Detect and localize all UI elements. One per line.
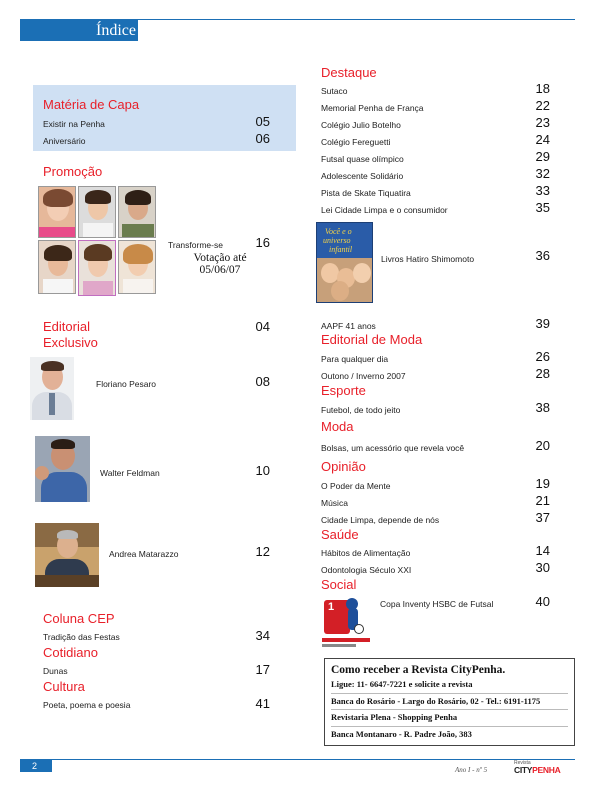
section-title-esporte: Esporte (321, 383, 366, 398)
toc-item-label[interactable]: Livros Hatiro Shimomoto (381, 254, 475, 264)
section-title-opiniao: Opinião (321, 459, 366, 474)
voting-caption-line2: 05/06/07 (199, 264, 241, 276)
toc-item-page: 36 (535, 248, 550, 263)
toc-item-label[interactable]: Transforme-se (168, 240, 223, 250)
info-title: Como receber a Revista CityPenha. (331, 664, 506, 676)
toc-item-page: 21 (535, 493, 550, 508)
andrea-photo (35, 523, 99, 587)
section-title-promocao: Promoção (43, 164, 103, 179)
info-line: Revistaria Plena - Shopping Penha (331, 712, 458, 722)
toc-item-page: 22 (535, 98, 550, 113)
toc-item-label[interactable]: Colégio Julio Botelho (321, 120, 401, 130)
book-cover-title-2: universo (323, 236, 351, 245)
section-title-editorial-de-moda: Editorial de Moda (321, 332, 423, 347)
section-title-editorial: Editorial (43, 319, 90, 334)
book-cover-title-1: Você e o (325, 227, 352, 236)
toc-item-page: 16 (255, 235, 270, 250)
promo-photo (118, 186, 156, 238)
toc-item-label[interactable]: Lei Cidade Limpa e o consumidor (321, 205, 448, 215)
toc-item-page: 40 (535, 594, 550, 609)
info-line: Banca Montanaro - R. Padre João, 383 (331, 728, 472, 739)
toc-item-page: 20 (535, 438, 550, 453)
toc-item-label[interactable]: Para qualquer dia (321, 354, 389, 364)
toc-item-page: 41 (255, 696, 270, 711)
promo-photo (118, 240, 156, 294)
section-title-exclusivo: Exclusivo (43, 335, 98, 350)
toc-item-page: 32 (535, 166, 550, 181)
toc-item-label[interactable]: Walter Feldman (100, 468, 160, 478)
toc-item-page: 33 (535, 183, 550, 198)
section-title-cultura: Cultura (43, 679, 85, 694)
toc-item-label[interactable]: Dunas (43, 666, 68, 676)
toc-item-label[interactable]: Cidade Limpa, depende de nós (321, 515, 440, 525)
toc-item-page: 35 (535, 200, 550, 215)
toc-item-label[interactable]: Existir na Penha (43, 119, 105, 129)
toc-item-page: 30 (535, 560, 550, 575)
toc-item-label[interactable]: Memorial Penha de França (321, 103, 424, 113)
logo-penha: PENHA (532, 765, 561, 775)
toc-item-label[interactable]: Copa Inventy HSBC de Futsal (380, 599, 494, 609)
toc-item-label[interactable]: Poeta, poema e poesia (43, 700, 131, 710)
toc-item-page: 12 (255, 544, 270, 559)
toc-item-label[interactable]: Andrea Matarazzo (109, 549, 179, 559)
toc-item-label[interactable]: Futebol, de todo jeito (321, 405, 401, 415)
section-title-destaque: Destaque (321, 65, 377, 80)
edition-label: Ano I - nº 5 (455, 766, 488, 774)
toc-item-label[interactable]: Outono / Inverno 2007 (321, 371, 406, 381)
toc-item-label[interactable]: Música (321, 498, 348, 508)
section-title-social: Social (321, 577, 357, 592)
promo-photo (78, 240, 116, 296)
toc-item-page: 04 (255, 319, 270, 334)
section-title-cotidiano: Cotidiano (43, 645, 98, 660)
floriano-photo (30, 357, 74, 420)
toc-item-label[interactable]: Adolescente Solidário (321, 171, 404, 181)
toc-item-page: 29 (535, 149, 550, 164)
section-title-materia-de-capa: Matéria de Capa (43, 97, 140, 112)
toc-item-page: 23 (535, 115, 550, 130)
logo-city: CITY (514, 765, 533, 775)
toc-item-page: 18 (535, 81, 550, 96)
toc-item-page: 08 (255, 374, 270, 389)
info-line: Ligue: 11- 6647-7221 e solicite a revista (331, 679, 473, 689)
toc-item-label[interactable]: Sutaco (321, 86, 348, 96)
toc-item-label[interactable]: Odontologia Século XXI (321, 565, 412, 575)
subscription-info-box (324, 658, 575, 746)
toc-item-page: 38 (535, 400, 550, 415)
walter-photo (35, 436, 90, 502)
toc-item-page: 06 (255, 131, 270, 146)
section-title-coluna-cep: Coluna CEP (43, 611, 115, 626)
toc-item-label[interactable]: Aniversário (43, 136, 86, 146)
toc-item-label[interactable]: Futsal quase olímpico (321, 154, 404, 164)
toc-item-page: 05 (255, 114, 270, 129)
section-title-saude: Saúde (321, 527, 359, 542)
toc-item-page: 10 (255, 463, 270, 478)
toc-item-page: 37 (535, 510, 550, 525)
book-cover-title-3: infantil (329, 245, 353, 254)
footer-rule (20, 759, 575, 760)
page-title: Índice (96, 22, 136, 39)
promo-photo (78, 186, 116, 238)
toc-item-page: 14 (535, 543, 550, 558)
toc-item-label[interactable]: Colégio Fereguetti (321, 137, 391, 147)
magazine-logo (514, 765, 560, 775)
toc-item-label[interactable]: Tradição das Festas (43, 632, 120, 642)
toc-item-page: 39 (535, 316, 550, 331)
toc-item-label[interactable]: AAPF 41 anos (321, 321, 376, 331)
promo-photo (38, 186, 76, 238)
toc-item-label[interactable]: Bolsas, um acessório que revela você (321, 443, 465, 453)
toc-item-label[interactable]: O Poder da Mente (321, 481, 391, 491)
toc-item-page: 19 (535, 476, 550, 491)
toc-item-page: 28 (535, 366, 550, 381)
toc-item-label[interactable]: Hábitos de Alimentação (321, 548, 411, 558)
info-line: Banca do Rosário - Largo do Rosário, 02 - Tel.: 6191-1175 (331, 695, 541, 706)
toc-item-label[interactable]: Floriano Pesaro (96, 379, 157, 389)
toc-item-label[interactable]: Pista de Skate Tiquatira (321, 188, 411, 198)
toc-item-page: 17 (255, 662, 270, 677)
toc-item-page: 34 (255, 628, 270, 643)
page-number: 2 (20, 760, 52, 772)
toc-item-page: 26 (535, 349, 550, 364)
toc-item-page: 24 (535, 132, 550, 147)
copa-logo: 1 (320, 596, 372, 654)
book-cover (316, 222, 373, 303)
voting-caption-line1: Votação até (193, 252, 247, 264)
section-title-moda: Moda (321, 419, 354, 434)
logo-small-text: Revista (514, 760, 531, 766)
promo-photo (38, 240, 76, 294)
